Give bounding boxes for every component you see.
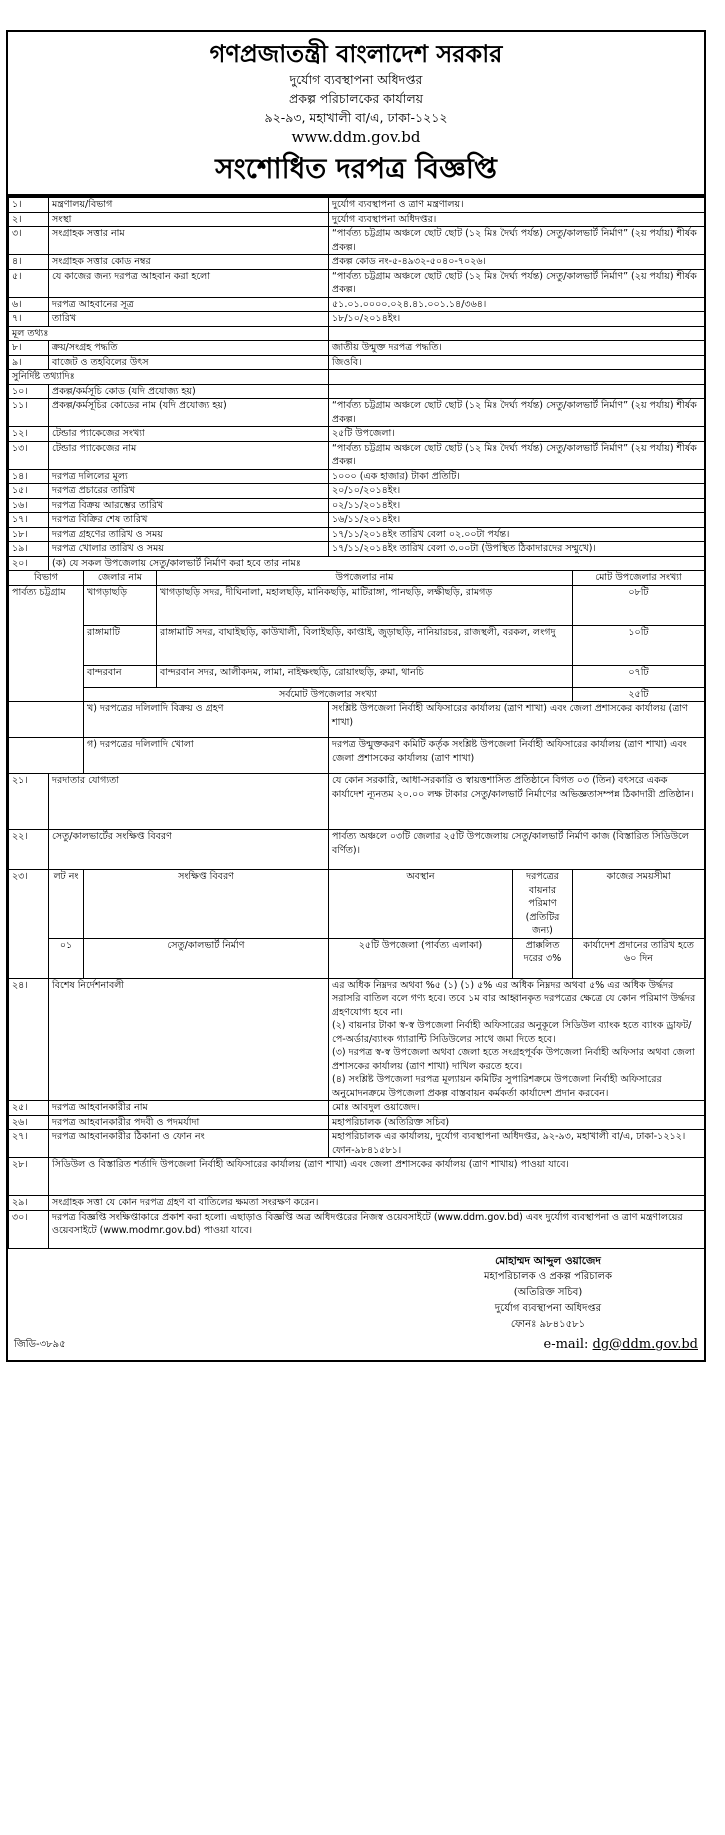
upazila-row: রাঙ্গামাটি রাঙ্গামাটি সদর, বাঘাইছড়ি, কাউখালী, বিলাইছড়ি, কাপ্তাই, জুড়াছড়ি, নানিয়ারচর, রাজস্থলী, বরকল, লংগদু ১০টি	[9, 625, 705, 665]
row-number: ১।	[9, 198, 49, 213]
signer-name: মোহাম্মদ আব্দুল ওয়াজেদ	[495, 1254, 601, 1267]
upazila-header: বিভাগ জেলার নাম উপজেলার নাম মোট উপজেলার সংখ্যা	[9, 571, 705, 586]
row-number: ১৯।	[9, 542, 49, 557]
row-label: দরপত্র আহবানকারীর পদবী ও পদমর্যাদা	[49, 1115, 329, 1130]
row-label: যে কাজের জন্য দরপত্র আহবান করা হলো	[49, 269, 329, 297]
row-value: জাতীয় উন্মুক্ত দরপত্র পদ্ধতি।	[329, 341, 705, 356]
row-value: ১৭/১১/২০১৪ইং তারিখ বেলা ৩.০০টা (উপস্থিত ঠিকাদারদের সম্মুখে)।	[329, 542, 705, 557]
row-23-header: ২৩। লট নং সংক্ষিপ্ত বিবরণ অবস্থান দরপত্রের বায়নার পরিমাণ (প্রতিটির জন্য) কাজের সময়সীমা	[9, 870, 705, 939]
row-20: ২০। (ক) যে সকল উপজেলায় সেতু/কালভার্ট নির্মাণ করা হবে তার নামঃ	[9, 556, 705, 571]
header	[8, 32, 704, 191]
row-value: ১৭/১১/২০১৪ইং তারিখ বেলা ০২.০০টা পর্যন্ত।	[329, 527, 705, 542]
table-row	[9, 227, 705, 255]
row-label: তারিখ	[49, 312, 329, 327]
table-row	[9, 399, 705, 427]
table-row	[9, 484, 705, 499]
row-number: ১৪।	[9, 469, 49, 484]
table-row	[9, 1130, 705, 1158]
row-20b: খ) দরপত্রের দলিলাদি বিক্রয় ও গ্রহণ সংশ্লিষ্ট উপজেলা নির্বাহী অফিসারের কার্যালয় (ত্রাণ শাখা) এবং জেলা প্রশাসকের কার্যালয় (ত্রাণ শাখা)	[9, 702, 705, 738]
upazila-row: বান্দরবান বান্দরবান সদর, আলীকদম, লামা, নাইক্ষংছড়ি, রোয়াংছড়ি, রুমা, থানচি ০৭টি	[9, 665, 705, 687]
website-link[interactable]: www.ddm.gov.bd	[291, 128, 421, 146]
row-value: “পার্বত্য চট্টগ্রাম অঞ্চলে ছোট ছোট (১২ মিঃ দৈর্ঘ্য পর্যন্ত) সেতু/কালভার্ট নির্মাণ” (২য় পর্যায়) শীর্ষক প্রকল্প।	[329, 399, 705, 427]
row-29: ২৯। সংগ্রাহক সত্তা যে কোন দরপত্র গ্রহণ বা বাতিলের ক্ষমতা সংরক্ষণ করেন।	[9, 1196, 705, 1211]
upazila-row: পার্বত্য চট্টগ্রাম খাগড়াছড়ি খাগড়াছড়ি সদর, দীঘিনালা, মহালছড়ি, মানিকছড়ি, মাটিরাঙ্গা, পানছড়ি, লক্ষীছড়ি, রামগড় ০৮টি	[9, 585, 705, 625]
department-name: দুর্যোগ ব্যবস্থাপনা অধিদপ্তর	[289, 72, 423, 87]
row-value: ১৮/১০/২০১৪ইং।	[329, 312, 705, 327]
rows-d	[9, 1101, 705, 1158]
row-label: সংগ্রাহক সত্তার কোড নম্বর	[49, 255, 329, 270]
row-number: ৫।	[9, 269, 49, 297]
row-value: মোঃ আবদুল ওয়াজেদ।	[329, 1101, 705, 1116]
row-label: টেন্ডার প্যাকেজের নাম	[49, 441, 329, 469]
row-label: দরপত্র বিক্রির শেষ তারিখ	[49, 513, 329, 528]
row-number: ১১।	[9, 399, 49, 427]
row-number: ১৩।	[9, 441, 49, 469]
row-24: ২৪। বিশেষ নির্দেশনাবলী এর অধিক নিম্নদর অথবা %৫ (১) (১) ৫% এর অধিক নিম্নদর অথবা ৫% এর অধিক উর্দ্ধদর সরাসরি বাতিল বলে গণ্য হবে। তবে ১ম বার আহ্বানকৃত দরপত্রের ক্ষেত্রে যে কোন পরিমাণ উর্দ্ধদর গ্রহণযোগ্য হবে না। (২) বায়নার টাকা স্ব-স্ব উপজেলা নির্বাহী অফিসারের অনুকূলে সিডিউল ব্যাংক হতে ব্যাংক ড্রাফট/পে-অর্ডার/ব্যাংক গ্যারান্টি সিডিউলের সাথে জমা দিতে হবে। (৩) দরপত্র স্ব-স্ব উপজেলা অথবা জেলা হতে সংগ্রহপূর্বক উপজেলা নির্বাহী অফিসার অথবা জেলা প্রশাসকের কার্যালয় (ত্রাণ শাখা) দাখিল করতে হবে। (৪) সংশ্লিষ্ট উপজেলা দরপত্র মূল্যায়ন কমিটির সুপারিশক্রমে উপজেলা নির্বাহী অফিসারের অনুমোদনক্রমে উপজেলা প্রকল্প বাস্তবায়ন কর্মকর্তা কার্যাদেশ প্রদান করবেন।	[9, 978, 705, 1101]
footer	[8, 1333, 704, 1360]
rows-b	[9, 341, 705, 370]
row-value: জিওবি।	[329, 355, 705, 370]
row-label: দরপত্র বিক্রয় আরম্ভের তারিখ	[49, 498, 329, 513]
row-label: দরপত্র আহবানের সূত্র	[49, 297, 329, 312]
upazila-total: সর্বমোট উপজেলার সংখ্যা ২৫টি	[9, 687, 705, 702]
row-label: দরপত্র প্রচারের তারিখ	[49, 484, 329, 499]
table-row	[9, 341, 705, 356]
row-number: ১৫।	[9, 484, 49, 499]
row-label: প্রকল্প/কর্মসূচি কোড (যদি প্রযোজ্য হয়)	[49, 384, 329, 399]
table-row	[9, 355, 705, 370]
row-number: ৩।	[9, 227, 49, 255]
row-number: ১২।	[9, 427, 49, 442]
table-row	[9, 513, 705, 528]
row-28: ২৮। সিডিউল ও বিস্তারিত শর্তাদি উপজেলা নির্বাহী অফিসারের কার্যালয় (ত্রাণ শাখা) এবং জেলা প্রশাসকের কার্যালয় (ত্রাণ শাখায়) পাওয়া যাবে।	[9, 1158, 705, 1196]
rows-c	[9, 384, 705, 556]
row-number: ১৭।	[9, 513, 49, 528]
table-row	[9, 542, 705, 557]
row-value: “পার্বত্য চট্টগ্রাম অঞ্চলে ছোট ছোট (১২ মিঃ দৈর্ঘ্য পর্যন্ত) সেতু/কালভার্ট নির্মাণ” (২য় পর্যায়) শীর্ষক প্রকল্প।	[329, 269, 705, 297]
email: e-mail: dg@ddm.gov.bd	[543, 1336, 698, 1352]
government-title: গণপ্রজাতন্ত্রী বাংলাদেশ সরকার	[209, 40, 503, 68]
row-number: ৭।	[9, 312, 49, 327]
row-30: ৩০। দরপত্র বিজ্ঞপ্তি সংক্ষিপ্তাকারে প্রকাশ করা হলো। এছাড়াও বিজ্ঞপ্তি অত্র অধিদপ্তরের নিজস্ব ওয়েবসাইটে (www.ddm.gov.bd) এবং দুর্যোগ ব্যবস্থাপনা ও ত্রাণ মন্ত্রণালয়ের ওয়েবসাইটে (www.modmr.gov.bd) পাওয়া যাবে।	[9, 1210, 705, 1248]
row-number: ২৫।	[9, 1101, 49, 1116]
table-row	[9, 1101, 705, 1116]
row-value: দুর্যোগ ব্যবস্থাপনা ও ত্রাণ মন্ত্রণালয়।	[329, 198, 705, 213]
row-label: দরপত্র গ্রহণের তারিখ ও সময়	[49, 527, 329, 542]
row-number: ২৬।	[9, 1115, 49, 1130]
row-label: প্রকল্প/কর্মসূচির কোডের নাম (যদি প্রযোজ্য হয়)	[49, 399, 329, 427]
row-number: ১৮।	[9, 527, 49, 542]
row-label: টেন্ডার প্যাকেজের সংখ্যা	[49, 427, 329, 442]
row-label: দরপত্র আহবানকারীর নাম	[49, 1101, 329, 1116]
row-value: ৫১.০১.০০০০.০২৪.৪১.০০১.১৪/৩৬৪।	[329, 297, 705, 312]
notice-title: সংশোধিত দরপত্র বিজ্ঞপ্তি	[215, 152, 497, 185]
row-value: “পার্বত্য চট্টগ্রাম অঞ্চলে ছোট ছোট (১২ মিঃ দৈর্ঘ্য পর্যন্ত) সেতু/কালভার্ট নির্মাণ” (২য় পর্যায়) শীর্ষক প্রকল্প।	[329, 227, 705, 255]
row-number: ৮।	[9, 341, 49, 356]
table-row	[9, 384, 705, 399]
section-specific: সুনির্দিষ্ট তথ্যাদিঃ	[9, 370, 705, 385]
row-value	[329, 384, 705, 399]
row-label: ক্রয়/সংগ্রহ পদ্ধতি	[49, 341, 329, 356]
table-row	[9, 269, 705, 297]
row-label: সংগ্রাহক সত্তার নাম	[49, 227, 329, 255]
row-number: ৪।	[9, 255, 49, 270]
division-name: পার্বত্য চট্টগ্রাম	[9, 585, 84, 702]
table-row	[9, 212, 705, 227]
row-value: ২৫টি উপজেলা।	[329, 427, 705, 442]
row-number: ১৬।	[9, 498, 49, 513]
row-label: মন্ত্রণালয়/বিভাগ	[49, 198, 329, 213]
row-number: ২৭।	[9, 1130, 49, 1158]
row-value: মহাপরিচালক (অতিরিক্ত সচিব)	[329, 1115, 705, 1130]
table-row	[9, 255, 705, 270]
row-value: ২০/১০/২০১৪ইং।	[329, 484, 705, 499]
row-value: ০২/১১/২০১৪ইং।	[329, 498, 705, 513]
row-number: ২।	[9, 212, 49, 227]
row-value: মহাপরিচালক এর কার্যালয়, দুর্যোগ ব্যবস্থাপনা অধিদপ্তর, ৯২-৯৩, মহাখালী বা/এ, ঢাকা-১২১২। ফোন-৯৮৪১৫৮১।	[329, 1130, 705, 1158]
row-value: দুর্যোগ ব্যবস্থাপনা অধিদপ্তর।	[329, 212, 705, 227]
table-row	[9, 297, 705, 312]
email-link[interactable]: dg@ddm.gov.bd	[592, 1336, 698, 1352]
table-row	[9, 1115, 705, 1130]
row-23-lot: ০১ সেতু/কালভার্ট নির্মাণ ২৫টি উপজেলা (পার্বত্য এলাকা) প্রাক্কলিত দরের ৩% কার্যাদেশ প্রদানের তারিখ হতে ৬০ দিন	[9, 938, 705, 978]
row-value: প্রকল্প কোড নং-৫-৪৯৩২-৫০৪০-৭০২৬।	[329, 255, 705, 270]
row-label: সংস্থা	[49, 212, 329, 227]
table-row	[9, 427, 705, 442]
table-row	[9, 498, 705, 513]
row-value: ১৬/১১/২০১৪ইং।	[329, 513, 705, 528]
row-value: ১০০০ (এক হাজার) টাকা প্রতিটি।	[329, 469, 705, 484]
row-number: ৯।	[9, 355, 49, 370]
tender-notice	[6, 30, 706, 1362]
signature-block: মোহাম্মদ আব্দুল ওয়াজেদ মহাপরিচালক ও প্রকল্প পরিচালক (অতিরিক্ত সচিব) দুর্যোগ ব্যবস্থাপনা অধিদপ্তর ফোনঃ ৯৮৪১৫৮১	[418, 1253, 678, 1333]
row-label: বাজেট ও তহবিলের উৎস	[49, 355, 329, 370]
section-basic: মূল তথ্যঃ	[9, 326, 705, 341]
row-label: দরপত্র খোলার তারিখ ও সময়	[49, 542, 329, 557]
row-22: ২২। সেতু/কালভার্টের সংক্ষিপ্ত বিবরণ পার্বত্য অঞ্চলে ০৩টি জেলার ২৫টি উপজেলায় সেতু/কালভার্ট নির্মাণ কাজ (বিস্তারিত সিডিউলে বর্ণিত)।	[9, 830, 705, 870]
gd-code: জিডি-৩৮৯৫	[14, 1338, 66, 1350]
row-20c: গ) দরপত্রের দলিলাদি খোলা দরপত্র উন্মুক্তকরণ কমিটি কর্তৃক সংশ্লিষ্ট উপজেলা নির্বাহী অফিসারের কার্যালয় (ত্রাণ শাখা) এবং জেলা প্রশাসকের কার্যালয় (ত্রাণ শাখা)	[9, 738, 705, 774]
row-label: দরপত্র আহবানকারীর ঠিকানা ও ফোন নং	[49, 1130, 329, 1158]
row-number: ১০।	[9, 384, 49, 399]
office-name: প্রকল্প পরিচালকের কার্যালয়	[288, 91, 424, 106]
table-row	[9, 469, 705, 484]
table-row	[9, 198, 705, 213]
table-row	[9, 527, 705, 542]
row-number: ৬।	[9, 297, 49, 312]
table-row	[9, 312, 705, 327]
special-instructions: এর অধিক নিম্নদর অথবা %৫ (১) (১) ৫% এর অধিক নিম্নদর অথবা ৫% এর অধিক উর্দ্ধদর সরাসরি বাতিল বলে গণ্য হবে। তবে ১ম বার আহ্বানকৃত দরপত্রের ক্ষেত্রে যে কোন পরিমাণ উর্দ্ধদর গ্রহণযোগ্য হবে না। (২) বায়নার টাকা স্ব-স্ব উপজেলা নির্বাহী অফিসারের অনুকূলে সিডিউল ব্যাংক হতে ব্যাংক ড্রাফট/পে-অর্ডার/ব্যাংক গ্যারান্টি সিডিউলের সাথে জমা দিতে হবে। (৩) দরপত্র স্ব-স্ব উপজেলা অথবা জেলা হতে সংগ্রহপূর্বক উপজেলা নির্বাহী অফিসার অথবা জেলা প্রশাসকের কার্যালয় (ত্রাণ শাখা) দাখিল করতে হবে। (৪) সংশ্লিষ্ট উপজেলা দরপত্র মূল্যায়ন কমিটির সুপারিশক্রমে উপজেলা নির্বাহী অফিসারের অনুমোদনক্রমে উপজেলা প্রকল্প বাস্তবায়ন কর্মকর্তা কার্যাদেশ প্রদান করবেন।	[329, 978, 705, 1101]
notice-table	[8, 197, 705, 1249]
office-address: ৯২-৯৩, মহাখালী বা/এ, ঢাকা-১২১২	[264, 110, 448, 125]
row-label: দরপত্র দলিলের মূল্য	[49, 469, 329, 484]
rows-a	[9, 198, 705, 327]
row-value: “পার্বত্য চট্টগ্রাম অঞ্চলে ছোট ছোট (১২ মিঃ দৈর্ঘ্য পর্যন্ত) সেতু/কালভার্ট নির্মাণ” (২য় পর্যায়) শীর্ষক প্রকল্প।	[329, 441, 705, 469]
row-21: ২১। দরদাতার যোগ্যতা যে কোন সরকারি, আধা-সরকারি ও স্বায়ত্তশাসিত প্রতিষ্ঠানে বিগত ০৩ (তিন) বৎসরে একক কার্যাদেশ ন্যূনতম ২০.০০ লক্ষ টাকার সেতু/কালভার্ট নির্মাণের অভিজ্ঞতাসম্পন্ন ঠিকাদারী প্রতিষ্ঠান।	[9, 774, 705, 830]
table-row	[9, 441, 705, 469]
